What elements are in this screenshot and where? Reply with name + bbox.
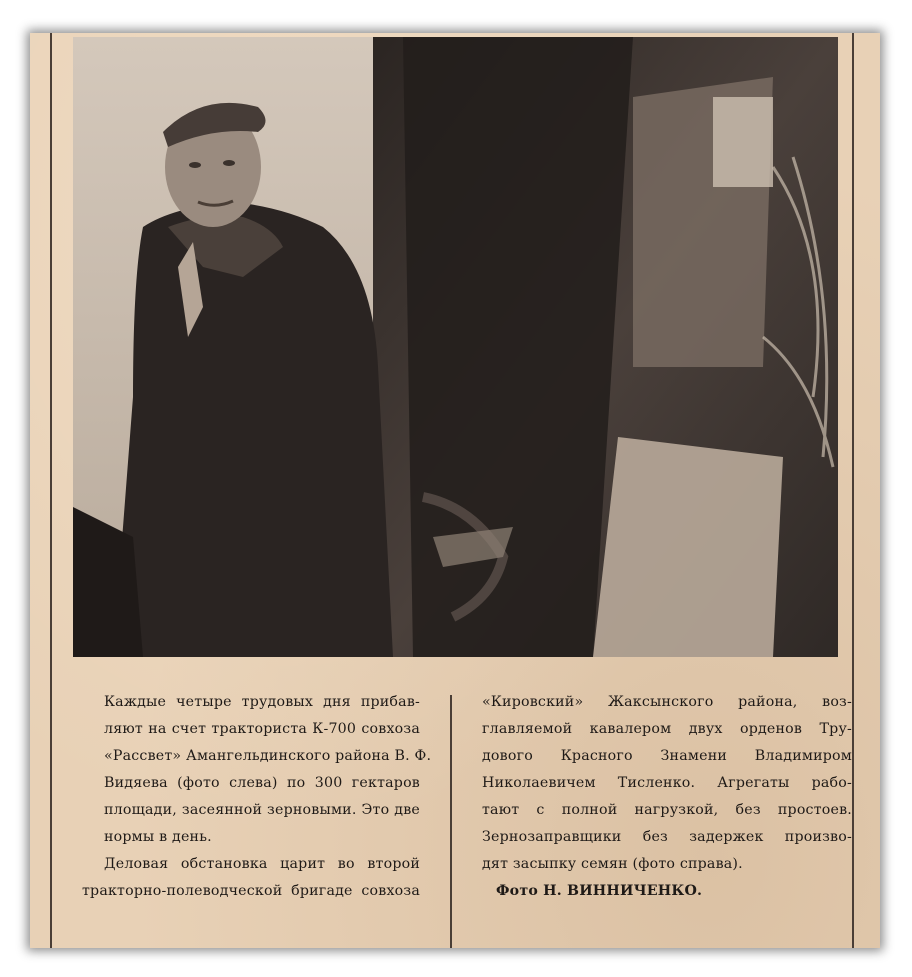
text-line: дового Красного Знамени Владимиром	[482, 748, 852, 764]
photo	[73, 37, 838, 657]
text-line: Зернозаправщики без задержек произво-	[482, 829, 852, 845]
column-divider	[450, 695, 452, 948]
caption-right-paragraph	[482, 689, 852, 878]
photo-image	[73, 37, 838, 657]
text-line: тракторно-полеводческой бригаде совхоза	[82, 883, 420, 899]
newspaper-clipping	[30, 33, 880, 948]
text-line: Николаевичем Тисленко. Агрегаты рабо-	[482, 775, 852, 791]
text-line: ляют на счет тракториста К-700 совхоза	[104, 721, 420, 737]
text-line: Видяева (фото слева) по 300 гектаров	[104, 775, 420, 791]
text-line: дят засыпку семян (фото справа).	[482, 856, 743, 872]
text-line: площади, засеянной зерновыми. Это две	[104, 802, 420, 818]
man-coat	[113, 202, 393, 657]
text-line: «Кировский» Жаксынского района, воз-	[482, 694, 852, 710]
photo-credit: Фото Н. ВИННИЧЕНКО.	[496, 883, 703, 899]
seed-hopper	[593, 437, 783, 657]
caption-left-column	[82, 689, 432, 905]
caption-right-column	[482, 689, 852, 905]
caption-left-paragraph-2	[82, 851, 420, 905]
text-line: Деловая обстановка царит во второй	[104, 856, 420, 872]
caption-left-paragraph-1	[82, 689, 432, 851]
text-line: тают с полной нагрузкой, без простоев.	[482, 802, 852, 818]
text-line: «Рассвет» Амангельдинского района В. Ф.	[104, 748, 432, 764]
right-margin-rule	[852, 33, 854, 948]
left-margin-rule	[50, 33, 52, 948]
text-line: Каждые четыре трудовых дня прибав-	[104, 694, 420, 710]
text-line: нормы в день.	[104, 829, 212, 845]
text-line: главляемой кавалером двух орденов Тру-	[482, 721, 852, 737]
